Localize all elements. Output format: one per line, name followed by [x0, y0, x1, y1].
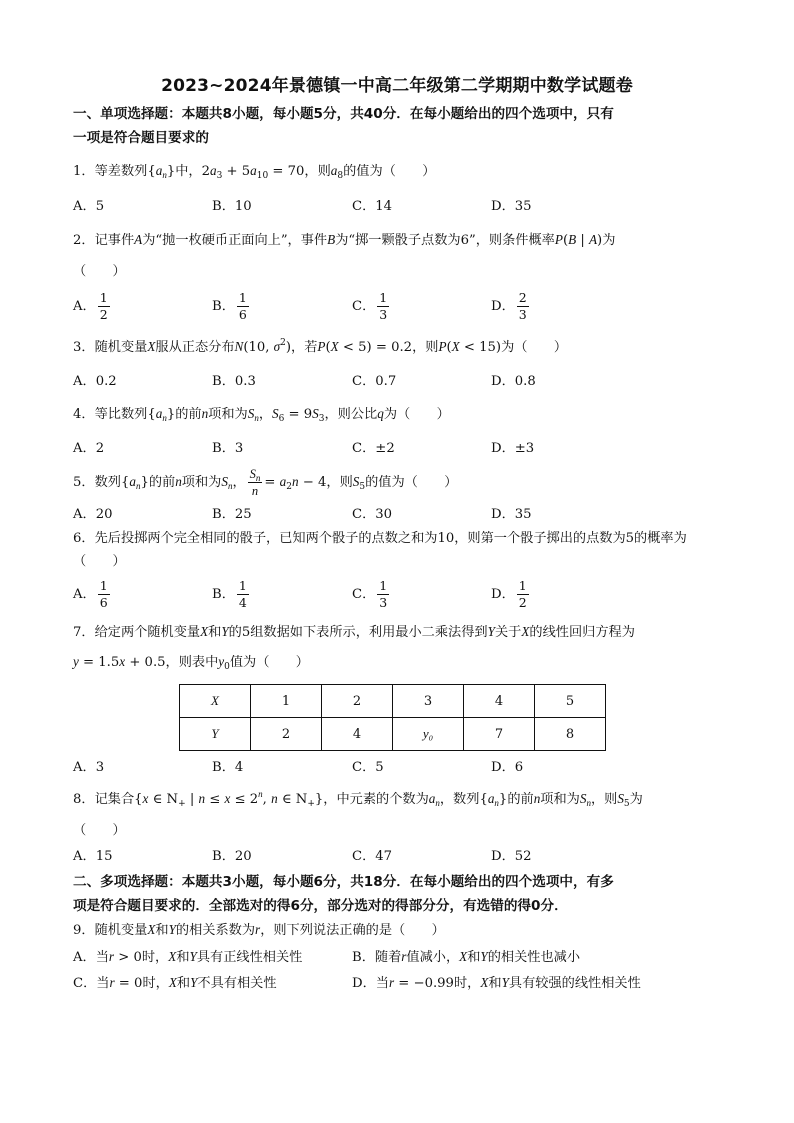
table-cell: 4 [322, 718, 393, 751]
table-cell: y₀ [393, 718, 464, 751]
q4-option-b[interactable]: B．3 [212, 441, 244, 456]
table-cell: X [180, 685, 251, 718]
q7-option-d[interactable]: D．6 [491, 760, 524, 775]
table-cell: 8 [535, 718, 606, 751]
section2-line1: 二、多项选择题：本题共3小题，每小题6分，共18分．在每小题给出的四个选项中，有多 [73, 874, 614, 890]
question-9: 9．随机变量X和Y的相关系数为r，则下列说法正确的是（ ） [73, 922, 445, 938]
table-cell: 4 [464, 685, 535, 718]
question-6: 6．先后投掷两个完全相同的骰子，已知两个骰子的点数之和为10，则第一个骰子掷出的点数为5的概率为 [73, 531, 687, 546]
table-cell: Y [180, 718, 251, 751]
table-cell: 3 [393, 685, 464, 718]
question-3: 3．随机变量X服从正态分布N(10, $\sigma^2$)，若P(X < 5) = 0.2，则P(X < 15)为（ ） [73, 338, 568, 355]
q9-option-c[interactable]: C．当r = 0时，X和Y不具有相关性 [73, 975, 277, 991]
question-2: 2．记事件A为“抛一枚硬币正面向上”，事件B为“掷一颗骰子点数为6”，则条件概率P(B | A)为 [73, 232, 616, 248]
section1-line2: 一项是符合题目要求的 [73, 130, 209, 146]
q3-option-a[interactable]: A．0.2 [73, 374, 117, 389]
q5-option-c[interactable]: C．30 [352, 507, 393, 522]
q6-answer-paren: （ ） [73, 554, 126, 569]
section1-line1: 一、单项选择题：本题共8小题，每小题5分，共40分．在每小题给出的四个选项中，只有 [73, 106, 614, 122]
section2-heading [73, 870, 723, 918]
q6-option-d[interactable]: D． $\frac{1}{2}$ [491, 578, 527, 610]
q9-option-d[interactable]: D．当r = −0.99时，X和Y具有较强的线性相关性 [352, 975, 641, 991]
q7-data-table [179, 684, 606, 751]
q1-option-a[interactable]: A．5 [73, 199, 105, 214]
table-row [180, 685, 606, 718]
question-5: 5．数列$\{a_n\}$的前n项和为$S_n$， $\frac{S_n}{n}$ = $a_2n - 4$，则$S_5$的值为（ ） [73, 467, 458, 498]
question-4: 4．等比数列$\{a_n\}$的前n项和为$S_n$，$S_6 = 9S_3$，则公比q为（ ） [73, 406, 450, 424]
question-8: 8．记集合{x ∈ $N_+$ | $n \le x \le 2^n$, n ∈ $N_+$}，中元素的个数为$a_n$，数列$\{a_n\}$的前n项和为$S_n$，则$S_5$为 [73, 789, 643, 809]
q2-option-c[interactable]: C． $\frac{1}{3}$ [352, 290, 388, 322]
q4-option-d[interactable]: D．±3 [491, 441, 535, 456]
q1-option-c[interactable]: C．14 [352, 199, 393, 214]
q8-option-c[interactable]: C．47 [352, 849, 393, 864]
table-cell: 5 [535, 685, 606, 718]
q2-answer-paren: （ ） [73, 264, 126, 279]
q6-option-b[interactable]: B． $\frac{1}{4}$ [212, 578, 247, 610]
q7-option-a[interactable]: A．3 [73, 760, 105, 775]
q1-option-d[interactable]: D．35 [491, 199, 532, 214]
q7-option-c[interactable]: C．5 [352, 760, 384, 775]
table-row [180, 718, 606, 751]
question-1: 1．等差数列$\{a_n\}$中，$2a_3 + 5a_{10} = 70$，则$a_8$的值为（ ） [73, 163, 436, 181]
page-title: 2023~2024年景德镇一中高二年级第二学期期中数学试题卷 [161, 76, 633, 96]
q6-option-c[interactable]: C． $\frac{1}{3}$ [352, 578, 388, 610]
q1-option-b[interactable]: B．10 [212, 199, 252, 214]
q8-answer-paren: （ ） [73, 823, 126, 838]
q6-option-a[interactable]: A． $\frac{1}{6}$ [73, 578, 108, 610]
table-cell: 1 [251, 685, 322, 718]
q5-option-a[interactable]: A．20 [73, 507, 113, 522]
q8-option-b[interactable]: B．20 [212, 849, 252, 864]
q5-option-d[interactable]: D．35 [491, 507, 532, 522]
q4-option-c[interactable]: C．±2 [352, 441, 395, 456]
q9-option-b[interactable]: B．随着r值减小，X和Y的相关性也减小 [352, 949, 581, 965]
q2-option-a[interactable]: A． $\frac{1}{2}$ [73, 290, 108, 322]
q8-option-a[interactable]: A．15 [73, 849, 113, 864]
q7-option-b[interactable]: B．4 [212, 760, 244, 775]
table-cell: 2 [322, 685, 393, 718]
q2-option-d[interactable]: D． $\frac{2}{3}$ [491, 290, 527, 322]
q3-option-d[interactable]: D．0.8 [491, 374, 536, 389]
table-cell: 7 [464, 718, 535, 751]
section1-heading [73, 102, 723, 150]
q5-option-b[interactable]: B．25 [212, 507, 252, 522]
q4-option-a[interactable]: A．2 [73, 441, 105, 456]
section2-line2: 项是符合题目要求的．全部选对的得6分，部分选对的得部分分，有选错的得0分． [73, 898, 568, 914]
q8-option-d[interactable]: D．52 [491, 849, 532, 864]
q3-option-c[interactable]: C．0.7 [352, 374, 397, 389]
table-cell: 2 [251, 718, 322, 751]
q9-option-a[interactable]: A．当r > 0时，X和Y具有正线性相关性 [73, 949, 303, 965]
q3-option-b[interactable]: B．0.3 [212, 374, 256, 389]
q2-option-b[interactable]: B． $\frac{1}{6}$ [212, 290, 247, 322]
question-7-cont: y = 1.5x + 0.5，则表中$y_0$值为（ ） [73, 654, 309, 672]
question-7: 7．给定两个随机变量X和Y的5组数据如下表所示，利用最小二乘法得到Y关于X的线性回归方程为 [73, 624, 635, 640]
